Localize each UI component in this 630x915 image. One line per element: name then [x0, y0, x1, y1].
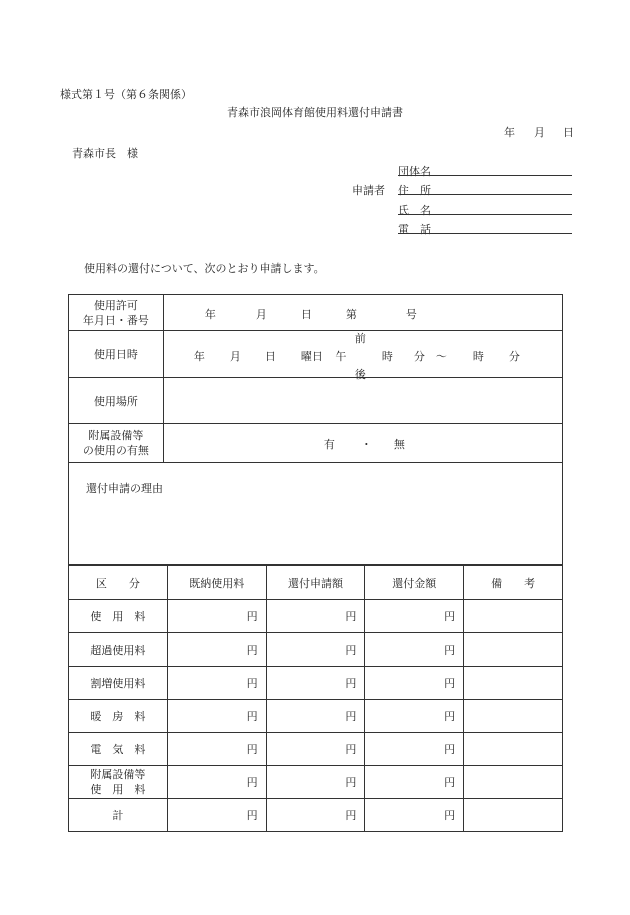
permit-label-line2: 年月日・番号: [82, 313, 149, 327]
dt-hour2: 時: [472, 350, 484, 363]
equipment-label-line2: の使用の有無: [82, 444, 149, 457]
date-month-label: 月: [534, 126, 545, 139]
refund-amount-cell[interactable]: 円: [365, 799, 464, 832]
header-category: 区 分: [69, 566, 168, 600]
group-name-underline: [398, 175, 572, 176]
refund-request-cell[interactable]: 円: [266, 667, 365, 700]
row-label-surcharge-fee: 割増使用料: [69, 667, 168, 700]
row-label-equipment-fee: [69, 766, 168, 799]
header-remarks: 備 考: [464, 566, 563, 600]
refund-request-cell[interactable]: 円: [266, 766, 365, 799]
equipment-label-line1: 附属設備等: [88, 429, 144, 442]
table-row: [69, 700, 563, 733]
permit-go: 号: [405, 308, 417, 321]
dt-day: 日: [264, 350, 276, 363]
remarks-cell[interactable]: [464, 600, 563, 633]
applicant-label: 申請者: [352, 184, 385, 197]
name-underline: [398, 214, 572, 215]
equipment-yes[interactable]: 有: [323, 438, 335, 451]
table-row: [69, 733, 563, 766]
addressee: 青森市長 様: [72, 147, 138, 160]
equipment-fee-line1: 附属設備等: [90, 768, 146, 781]
datetime-row: [69, 331, 563, 378]
place-row: [69, 378, 563, 424]
permit-label-line1: 使用許可: [93, 298, 138, 312]
table-row: [69, 766, 563, 799]
refund-amount-cell[interactable]: 円: [365, 766, 464, 799]
permit-month: 月: [255, 308, 267, 321]
reason-field[interactable]: [69, 463, 563, 565]
dt-gogo: 午: [335, 350, 347, 363]
address-label: 住 所: [398, 184, 431, 197]
equipment-field[interactable]: [163, 424, 562, 463]
name-label: 氏 名: [398, 204, 431, 217]
table-row: [69, 667, 563, 700]
equipment-no[interactable]: 無: [393, 438, 405, 451]
remarks-cell[interactable]: [464, 667, 563, 700]
equipment-fee-line2: 使 用 料: [90, 783, 146, 796]
place-field[interactable]: [163, 378, 562, 424]
header-refund-request: 還付申請額: [266, 566, 365, 600]
row-label-excess-fee: 超過使用料: [69, 633, 168, 667]
header-refund-amount: 還付金額: [365, 566, 464, 600]
permit-year: 年: [204, 308, 216, 321]
equipment-row: [69, 424, 563, 463]
refund-request-cell[interactable]: 円: [266, 799, 365, 832]
refund-request-cell[interactable]: 円: [266, 600, 365, 633]
dt-year: 年: [193, 350, 205, 363]
paid-fee-cell[interactable]: 円: [167, 600, 266, 633]
paid-fee-cell[interactable]: 円: [167, 766, 266, 799]
fees-header-row: [69, 566, 563, 600]
refund-request-cell[interactable]: 円: [266, 733, 365, 766]
refund-amount-cell[interactable]: 円: [365, 700, 464, 733]
paid-fee-cell[interactable]: 円: [167, 633, 266, 667]
header-paid-fee: 既納使用料: [167, 566, 266, 600]
place-label: 使用場所: [69, 378, 164, 424]
dt-ampm: 前 午 後: [333, 330, 349, 384]
permit-day: 日: [300, 308, 312, 321]
dt-month: 月: [229, 350, 241, 363]
refund-amount-cell[interactable]: 円: [365, 667, 464, 700]
datetime-label: 使用日時: [69, 331, 164, 378]
datetime-field[interactable]: [163, 331, 562, 381]
paid-fee-cell[interactable]: 円: [167, 700, 266, 733]
refund-request-cell[interactable]: 円: [266, 633, 365, 667]
fees-table: [68, 565, 563, 832]
paid-fee-cell[interactable]: 円: [167, 667, 266, 700]
table-row: [69, 633, 563, 667]
dt-tilde: 〜: [435, 350, 447, 363]
dt-hour1: 時: [381, 350, 393, 363]
refund-amount-cell[interactable]: 円: [365, 633, 464, 667]
equipment-dot: ・: [360, 438, 372, 451]
intro-text: 使用料の還付について、次のとおり申請します。: [84, 262, 325, 275]
reason-row: [69, 463, 563, 565]
table-row: [69, 600, 563, 633]
phone-label: 電 話: [398, 223, 431, 236]
paid-fee-cell[interactable]: 円: [167, 799, 266, 832]
permit-dai: 第: [345, 308, 357, 321]
date-year-label: 年: [504, 126, 515, 139]
row-label-usage-fee: 使 用 料: [69, 600, 168, 633]
equipment-label: [69, 424, 164, 463]
dt-minute2: 分: [508, 350, 520, 363]
row-label-heating-fee: 暖 房 料: [69, 700, 168, 733]
phone-underline: [398, 233, 572, 234]
group-name-label: 団体名: [398, 165, 431, 178]
refund-amount-cell[interactable]: 円: [365, 600, 464, 633]
remarks-cell[interactable]: [464, 733, 563, 766]
details-table: [68, 294, 563, 565]
remarks-cell[interactable]: [464, 799, 563, 832]
address-underline: [398, 194, 572, 195]
permit-row: [69, 295, 563, 331]
refund-amount-cell[interactable]: 円: [365, 733, 464, 766]
remarks-cell[interactable]: [464, 766, 563, 799]
dt-youbi: 曜日: [300, 350, 323, 363]
form-number: 様式第１号（第６条関係）: [60, 88, 192, 101]
paid-fee-cell[interactable]: 円: [167, 733, 266, 766]
dt-minute1: 分: [413, 350, 425, 363]
permit-field[interactable]: [163, 295, 562, 331]
table-row: [69, 799, 563, 832]
row-label-electricity-fee: 電 気 料: [69, 733, 168, 766]
refund-request-cell[interactable]: 円: [266, 700, 365, 733]
reason-label: 還付申請の理由: [86, 482, 163, 495]
permit-label: [69, 295, 164, 331]
date-day-label: 日: [563, 126, 574, 139]
document-title: 青森市浪岡体育館使用料還付申請書: [227, 106, 403, 119]
remarks-cell[interactable]: [464, 633, 563, 667]
row-label-total: 計: [69, 799, 168, 832]
remarks-cell[interactable]: [464, 700, 563, 733]
